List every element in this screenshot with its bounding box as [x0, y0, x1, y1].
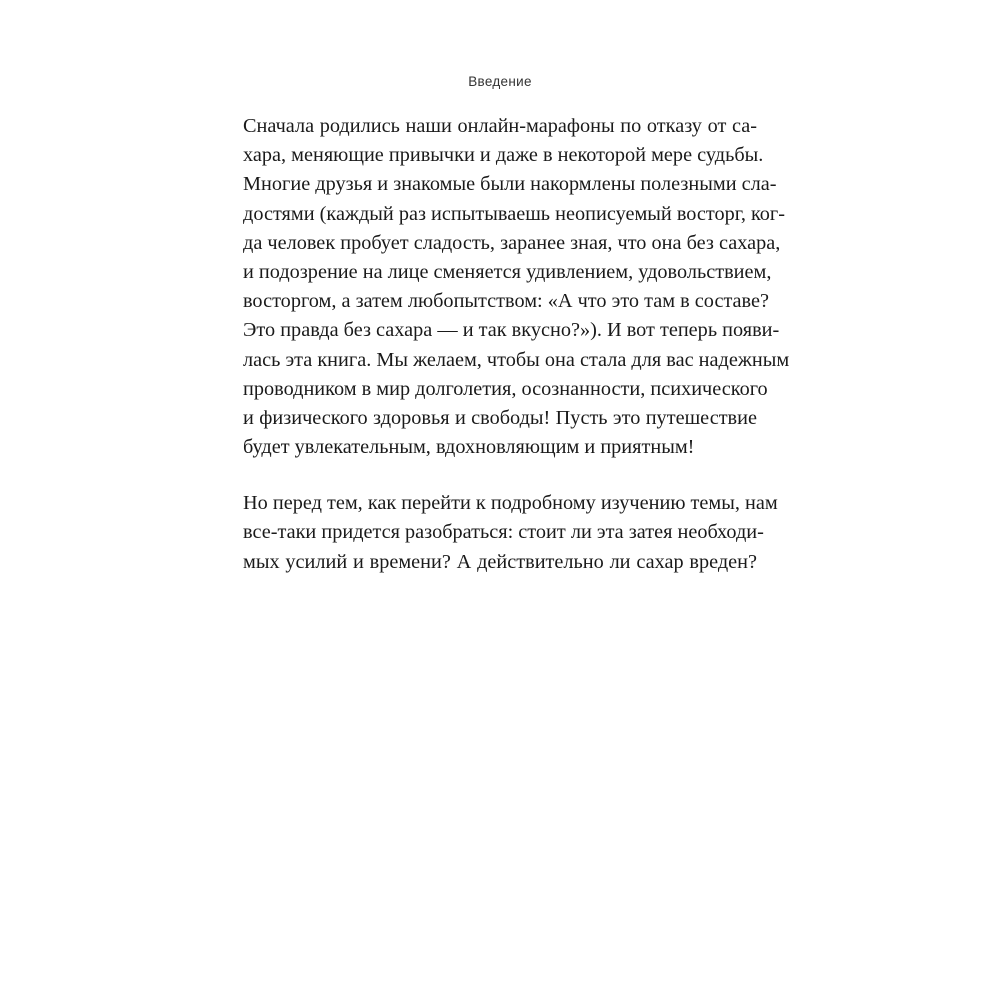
- text-line: Но перед тем, как перейти к подробному изучению темы, нам: [243, 492, 778, 515]
- text-line: и подозрение на лице сменяется удивлением, удовольствием,: [243, 260, 772, 283]
- text-line: восторгом, а затем любопытством: «А что это там в составе?: [243, 290, 770, 313]
- text-line: все-таки придется разобраться: стоит ли эта затея необходи-: [243, 521, 764, 544]
- paragraph-2: [243, 489, 778, 577]
- text-line: проводником в мир долголетия, осознанности, психического: [243, 377, 768, 400]
- text-line: хара, меняющие привычки и даже в некоторой мере судьбы.: [243, 144, 764, 167]
- paragraph-1: [243, 112, 790, 462]
- text-line: Сначала родились наши онлайн-марафоны по отказу от са-: [243, 115, 757, 137]
- text-line: будет увлекательным, вдохновляющим и приятным!: [243, 436, 695, 459]
- text-line: мых усилий и времени? А действительно ли сахар вреден?: [243, 550, 757, 573]
- running-header: Введение: [468, 74, 532, 89]
- text-line: Многие друзья и знакомые были накормлены полезными сла-: [243, 173, 777, 196]
- body-text: [243, 112, 790, 577]
- text-line: и физического здоровья и свободы! Пусть это путешествие: [243, 406, 757, 429]
- text-line: да человек пробует сладость, заранее зная, что она без сахара,: [243, 231, 781, 254]
- text-line: Это правда без сахара — и так вкусно?»). И вот теперь появи-: [243, 319, 780, 342]
- text-line: лась эта книга. Мы желаем, чтобы она стала для вас надежным: [243, 348, 790, 371]
- text-line: достями (каждый раз испытываешь неописуемый восторг, ког-: [243, 202, 785, 225]
